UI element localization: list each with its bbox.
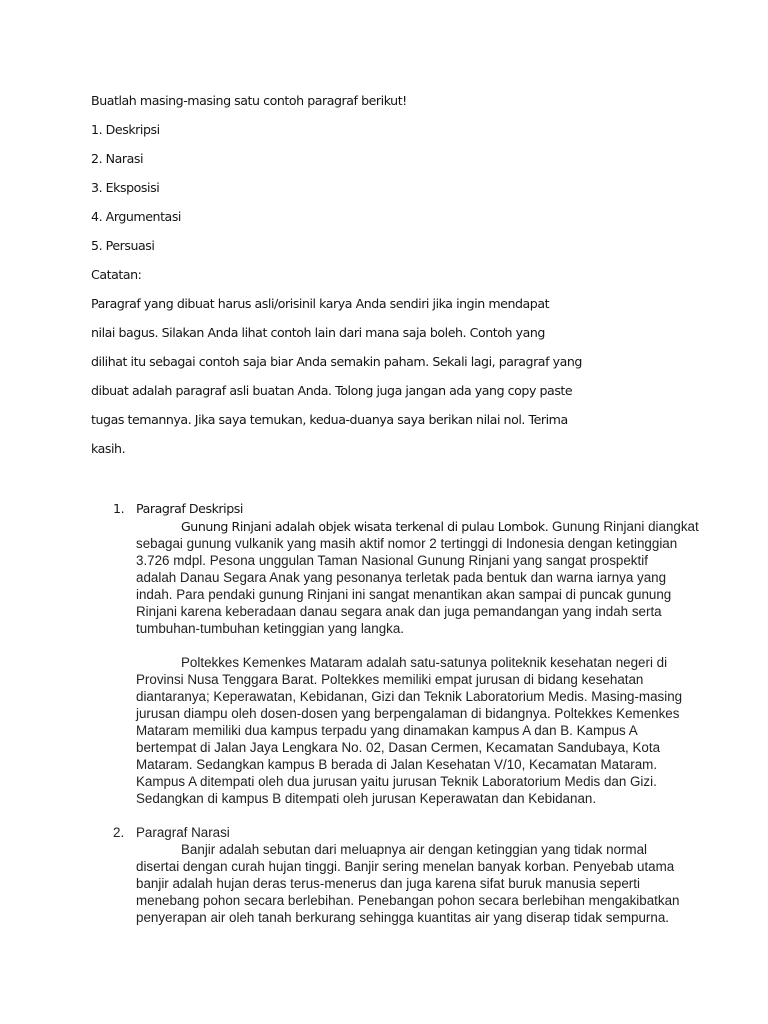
note-line: nilai bagus. Silakan Anda lihat contoh lain dari mana saja boleh. Contoh yang (91, 325, 545, 340)
section-title: Paragraf Narasi (136, 825, 230, 840)
paragraph-line: 3.726 mdpl. Pesona unggulan Taman Nasional Gunung Rinjani yang sangat prospektif (136, 553, 648, 568)
paragraph-line: Kampus A ditempati oleh dua jurusan yaitu jurusan Teknik Laboratorium Medis dan Gizi. (136, 774, 657, 789)
instruction-item-1: 1. Deskripsi (91, 122, 160, 137)
section-number: 1. (113, 501, 125, 516)
section-title: Paragraf Deskripsi (136, 501, 243, 516)
instruction-item-4: 4. Argumentasi (91, 209, 181, 224)
paragraph-line: Mataram. Sedangkan kampus B berada di Jalan Kesehatan V/10, Kecamatan Mataram. (136, 757, 658, 772)
paragraph-line: menebang pohon secara berlebihan. Penebangan pohon secara berlebihan mengakibatkan (136, 893, 680, 908)
paragraph-line: jurusan diampu oleh dosen-dosen yang berpengalaman di bidangnya. Poltekkes Kemenkes (136, 706, 680, 721)
note-line: kasih. (91, 441, 126, 456)
paragraph-first-line: Banjir adalah sebutan dari meluapnya air dengan ketinggian yang tidak normal (181, 842, 648, 857)
note-line: Paragraf yang dibuat harus asli/orisinil karya Anda sendiri jika ingin mendapat (91, 296, 550, 311)
paragraph-first-line (181, 519, 699, 534)
paragraph-line: tumbuhan-tumbuhan ketinggian yang langka. (136, 621, 405, 636)
instruction-heading: Buatlah masing-masing satu contoh paragraf berikut! (91, 93, 407, 108)
note-label: Catatan: (91, 267, 142, 282)
paragraph-line: diantaranya; Keperawatan, Kebidanan, Gizi dan Teknik Laboratorium Medis. Masing-masing (136, 689, 683, 704)
note-line: dibuat adalah paragraf asli buatan Anda. Tolong juga jangan ada yang copy paste (91, 383, 573, 398)
paragraph-line: Sedangkan di kampus B ditempati oleh jurusan Keperawatan dan Kebidanan. (136, 791, 597, 806)
paragraph-lead-sentence: Gunung Rinjani adalah objek wisata terkenal di pulau Lombok. (181, 519, 549, 534)
paragraph-line: disertai dengan curah hujan tinggi. Banjir sering menelan banyak korban. Penyebab utama (136, 859, 675, 874)
paragraph-line: Mataram memiliki dua kampus terpadu yang dinamakan kampus A dan B. Kampus A (136, 723, 638, 738)
paragraph-line: Rinjani karena keberadaan danau segara anak dan juga pemandangan yang indah serta (136, 604, 662, 619)
paragraph-line: bertempat di Jalan Jaya Lengkara No. 02, Dasan Cermen, Kecamatan Sandubaya, Kota (136, 740, 661, 755)
paragraph-line: indah. Para pendaki gunung Rinjani ini sangat menantikan akan sampai di puncak gunung (136, 587, 672, 602)
paragraph-line: sebagai gunung vulkanik yang masih aktif nomor 2 tertinggi di Indonesia dengan ketinggian (136, 536, 678, 551)
paragraph-line: adalah Danau Segara Anak yang pesonanya terletak pada bentuk dan warna iarnya yang (136, 570, 667, 585)
section-number: 2. (113, 825, 125, 840)
paragraph-line: banjir adalah hujan deras terus-menerus dan juga karena sifat buruk manusia seperti (136, 876, 640, 891)
paragraph-first-line: Poltekkes Kemenkes Mataram adalah satu-satunya politeknik kesehatan negeri di (181, 655, 668, 670)
paragraph-line: Provinsi Nusa Tenggara Barat. Poltekkes memiliki empat jurusan di bidang kesehatan (136, 672, 644, 687)
section-heading-deskripsi (0, 501, 768, 519)
paragraph-text: Gunung Rinjani diangkat (548, 519, 699, 534)
note-line: dilihat itu sebagai contoh saja biar Anda semakin paham. Sekali lagi, paragraf yang (91, 354, 582, 369)
instruction-item-3: 3. Eksposisi (91, 180, 160, 195)
instruction-item-5: 5. Persuasi (91, 238, 155, 253)
paragraph-line: penyerapan air oleh tanah berkurang sehingga kuantitas air yang diserap tidak sempurna. (136, 910, 669, 925)
note-line: tugas temannya. Jika saya temukan, kedua-duanya saya berikan nilai nol. Terima (91, 412, 568, 427)
instruction-item-2: 2. Narasi (91, 151, 144, 166)
